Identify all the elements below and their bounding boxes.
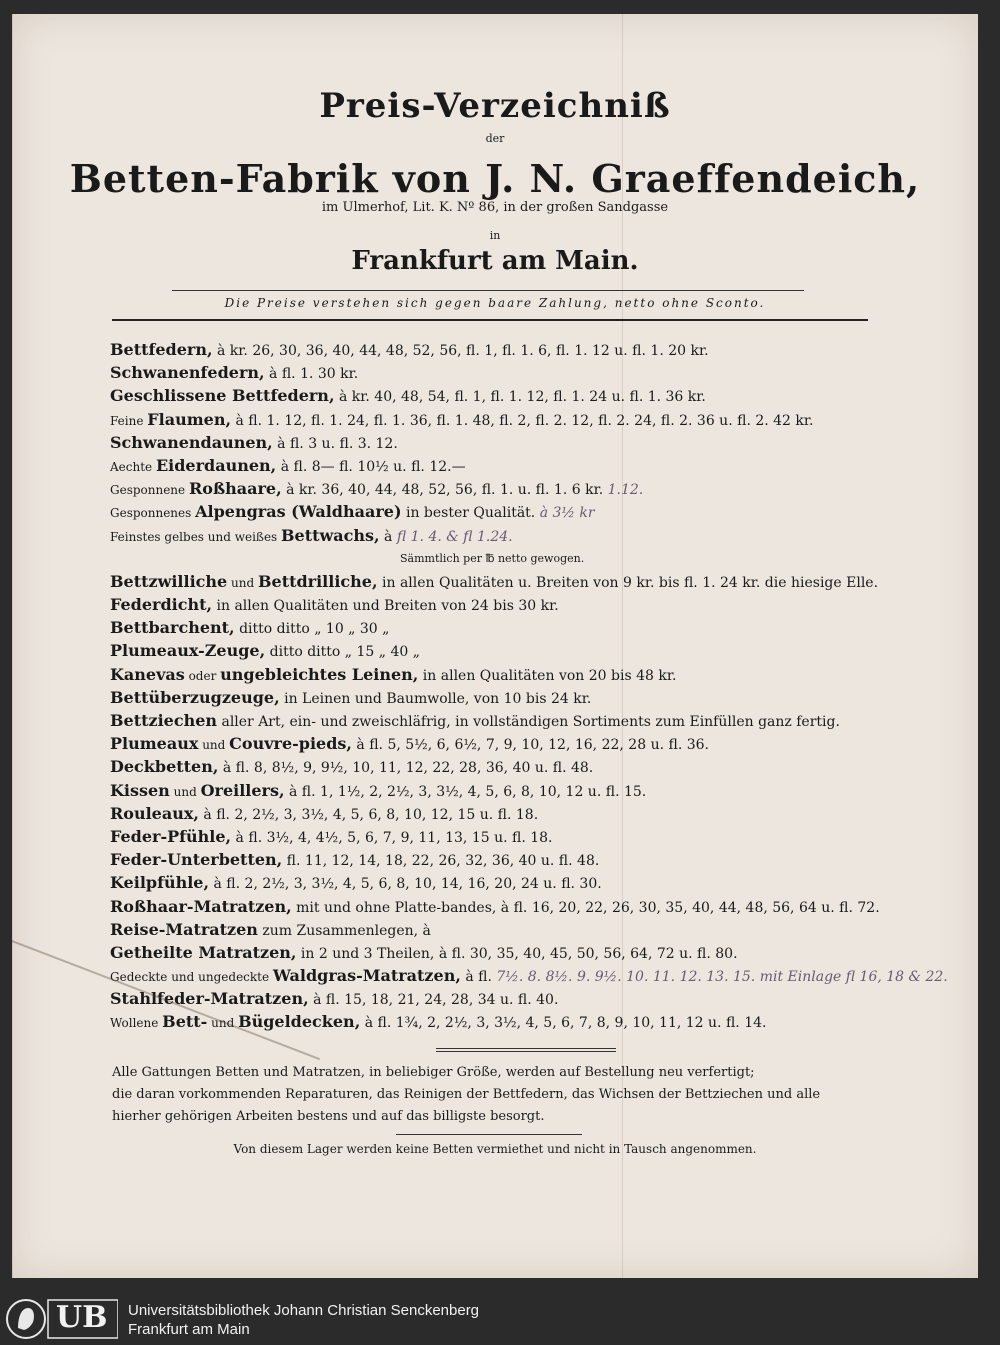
item-name: Bettzwilliche (110, 571, 228, 591)
item-prices: in Leinen und Baumwolle, von 10 bis 24 kr. (279, 690, 592, 707)
item-name: Waldgras-Matratzen, (272, 966, 461, 986)
list-item (110, 848, 970, 871)
divider (396, 1134, 582, 1135)
item-prices: à fl. 2, 2½, 3, 3½, 4, 5, 6, 8, 10, 14, 16, 20, 24 u. fl. 30. (209, 876, 602, 893)
list-item (110, 732, 970, 755)
city: Frankfurt am Main. (351, 246, 639, 276)
item-prices: à (379, 528, 393, 545)
list-item (110, 779, 970, 802)
list-item (110, 755, 970, 778)
item-name: Feder-Pfühle, (110, 826, 232, 846)
list-item (110, 384, 970, 407)
footer-institution: Universitätsbibliothek Johann Christian Senckenberg (128, 1302, 480, 1319)
item-prefix: Gesponnenes (110, 506, 196, 521)
item-name: Stahlfeder-Matratzen, (110, 989, 309, 1009)
list-item (110, 477, 970, 500)
list-item (110, 941, 970, 964)
item-name: Federdicht, (110, 595, 213, 615)
page-title: Preis-Verzeichniß (319, 86, 671, 126)
list-item (110, 593, 970, 616)
list-item (110, 500, 970, 523)
item-name: Bettziechen (110, 711, 218, 730)
item-prices: fl. 11, 12, 14, 18, 22, 26, 32, 36, 40 u. fl. 48. (282, 853, 600, 870)
item-prices: à fl. 3½, 4, 4½, 5, 6, 7, 9, 11, 13, 15 u. fl. 18. (231, 829, 553, 846)
title-in: in (489, 229, 501, 242)
list-item (110, 639, 970, 662)
handwritten-annotation: fl 1. 4. & fl 1.24. (392, 528, 513, 545)
item-name: Deckbetten, (110, 757, 219, 777)
item-prices: à fl. 1. 12, fl. 1. 24, fl. 1. 36, fl. 1. 48, fl. 2, fl. 2. 12, fl. 2. 24, fl. 2. 36 u. fl. 2. 42 kr. (231, 412, 814, 429)
item-name: Alpengras (Waldhaare) (195, 502, 402, 522)
handwritten-annotation: 7½. 8. 8½. 9. 9½. 10. 11. 12. 13. 15. mit Einlage fl 16, 18 & 22. (491, 969, 948, 986)
item-name: Bett- (162, 1012, 208, 1032)
item-prices: à fl. 1. 30 kr. (264, 366, 359, 383)
closing-line: Alle Gattungen Betten und Matratzen, in beliebiger Größe, werden auf Bestellung neu verfertigt; (112, 1065, 755, 1080)
item-connector: oder (184, 668, 221, 683)
list-item (110, 895, 970, 918)
item-prefix: Gesponnene (110, 483, 189, 498)
item-name: Flaumen, (147, 409, 232, 429)
item-prefix: Feinstes gelbes und weißes (110, 529, 282, 544)
item-prefix: Wollene (110, 1016, 163, 1031)
item-name: Roßhaare, (188, 479, 282, 499)
item-name: Geschlissene Bettfedern, (110, 386, 335, 406)
item-prices: à fl. 1¾, 2, 2½, 3, 3½, 4, 5, 6, 7, 8, 9, 10, 11, 12 u. fl. 14. (360, 1015, 767, 1032)
list-item (110, 338, 970, 361)
item-prices: à fl. 2, 2½, 3, 3½, 4, 5, 6, 8, 10, 12, 15 u. fl. 18. (198, 806, 539, 823)
item-name: Kissen (110, 780, 170, 800)
item-name: Oreillers, (200, 780, 285, 800)
footer-city: Frankfurt am Main (128, 1321, 250, 1338)
item-name: Eiderdaunen, (155, 455, 277, 475)
divider (436, 1051, 616, 1052)
item-prefix: Feine (110, 413, 148, 428)
logo-text: UB (56, 1300, 108, 1335)
item-name: Getheilte Matratzen, (110, 942, 297, 962)
item-name: Plumeaux-Zeuge, (110, 641, 266, 661)
item-name: Kanevas (110, 664, 185, 684)
item-prices: à fl. 3 u. fl. 3. 12. (272, 435, 398, 452)
closing-line: hierher gehörigen Arbeiten bestens und auf das billigste besorgt. (112, 1109, 545, 1124)
item-name: Bettwachs, (281, 525, 380, 545)
item-prices: à fl. 8, 8½, 9, 9½, 10, 11, 12, 22, 28, 36, 40 u. fl. 48. (218, 760, 594, 777)
list-item (110, 454, 970, 477)
item-prices: ditto ditto „ 10 „ 30 „ (234, 621, 390, 638)
handwritten-annotation: 1.12. (603, 482, 644, 499)
item-name: Keilpfühle, (110, 873, 210, 893)
item-name: Bettbarchent, (110, 618, 235, 638)
item-prices: in allen Qualitäten von 20 bis 48 kr. (418, 667, 677, 684)
document-page (12, 14, 978, 1278)
list-item (110, 686, 970, 709)
item-name: Rouleaux, (110, 803, 199, 823)
list-item (110, 871, 970, 894)
divider (436, 1048, 616, 1049)
item-prices: à fl. 5, 5½, 6, 6½, 7, 9, 10, 12, 16, 22, 28 u. fl. 36. (351, 737, 709, 754)
item-name: Plumeaux (110, 734, 199, 754)
firm-name: Betten-Fabrik von J. N. Graeffendeich, (69, 156, 921, 201)
list-item (110, 964, 970, 987)
item-prices: à fl. (460, 969, 492, 986)
list-item (110, 663, 970, 686)
divider (172, 290, 804, 291)
item-prices: in bester Qualität. (401, 505, 536, 522)
divider-thick (112, 319, 868, 321)
item-prices: à fl. 1, 1½, 2, 2½, 3, 3½, 4, 5, 6, 8, 10, 12 u. fl. 15. (284, 783, 647, 800)
list-item (110, 825, 970, 848)
item-name: Feder-Unterbetten, (110, 850, 283, 870)
list-item (110, 802, 970, 825)
title-der: der (485, 132, 505, 145)
list-item (110, 1010, 970, 1033)
closing-paragraph (112, 1062, 882, 1128)
closing-line: die daran vorkommenden Reparaturen, das Reinigen der Bettfedern, das Wichsen der Bettziechen und alle (112, 1087, 821, 1102)
item-prices: à fl. 15, 18, 21, 24, 28, 34 u. fl. 40. (308, 992, 559, 1009)
lager-note: Von diesem Lager werden keine Betten vermiethet und nicht in Tausch angenommen. (233, 1142, 757, 1156)
item-prefix: Aechte (110, 459, 156, 474)
list-item (110, 524, 970, 547)
footer-bar (0, 1294, 1000, 1345)
list-item (110, 709, 970, 732)
price-note: Die Preise verstehen sich gegen baare Zahlung, netto ohne Sconto. (224, 296, 766, 310)
weight-note: Sämmtlich per ℔ netto gewogen. (400, 551, 585, 565)
list-item (110, 918, 970, 941)
item-prices: in 2 und 3 Theilen, à fl. 30, 35, 40, 45, 50, 56, 64, 72 u. fl. 80. (296, 945, 738, 962)
item-prices: à fl. 8— fl. 10½ u. fl. 12.— (276, 458, 466, 475)
handwritten-annotation: à 3½ kr (535, 505, 595, 522)
address: im Ulmerhof, Lit. K. Nº 86, in der großen Sandgasse (321, 200, 669, 215)
item-prices: à kr. 26, 30, 36, 40, 44, 48, 52, 56, fl. 1, fl. 1. 6, fl. 1. 12 u. fl. 1. 20 kr. (212, 343, 709, 359)
item-prices: aller Art, ein- und zweischläfrig, in vollständigen Sortiments zum Einfüllen ganz fertig. (217, 714, 840, 730)
item-prices: in allen Qualitäten und Breiten von 24 bis 30 kr. (212, 598, 559, 615)
list-item (110, 987, 970, 1010)
item-prices: à kr. 40, 48, 54, fl. 1, fl. 1. 12, fl. 1. 24 u. fl. 1. 36 kr. (334, 389, 706, 406)
item-prefix: Gedeckte und ungedeckte (110, 970, 273, 985)
list-item (110, 547, 970, 570)
list-item (110, 616, 970, 639)
item-prices: ditto ditto „ 15 „ 40 „ (265, 644, 420, 661)
item-name: Couvre-pieds, (229, 734, 352, 754)
item-prices: mit und ohne Platte-bandes, à fl. 16, 20, 22, 26, 30, 35, 40, 44, 48, 56, 64 u. fl. 72. (291, 899, 880, 916)
item-name: Roßhaar-Matratzen, (110, 896, 292, 916)
item-prices: in allen Qualitäten u. Breiten von 9 kr. bis fl. 1. 24 kr. die hiesige Elle. (377, 574, 879, 591)
item-name: Bettdrilliche, (258, 571, 378, 591)
item-prices: à kr. 36, 40, 44, 48, 52, 56, fl. 1. u. fl. 1. 6 kr. (281, 482, 604, 499)
item-connector: und (198, 738, 230, 753)
item-connector: und (207, 1016, 239, 1031)
item-name: Reise-Matratzen (110, 919, 258, 939)
item-connector: und (227, 575, 258, 590)
item-prices: zum Zusammenlegen, à (257, 922, 431, 939)
item-name: Schwanenfedern, (110, 363, 265, 383)
item-name: Schwanendaunen, (110, 432, 273, 452)
list-item (110, 408, 970, 431)
item-name: ungebleichtes Leinen, (220, 664, 419, 684)
item-name: Bettfedern, (110, 340, 213, 359)
list-item (110, 570, 970, 593)
list-item (110, 431, 970, 454)
list-item (110, 361, 970, 384)
price-list (110, 338, 970, 1034)
item-name: Bügeldecken, (238, 1012, 361, 1032)
item-name: Bettüberzugzeuge, (110, 687, 280, 707)
item-connector: und (169, 784, 201, 799)
